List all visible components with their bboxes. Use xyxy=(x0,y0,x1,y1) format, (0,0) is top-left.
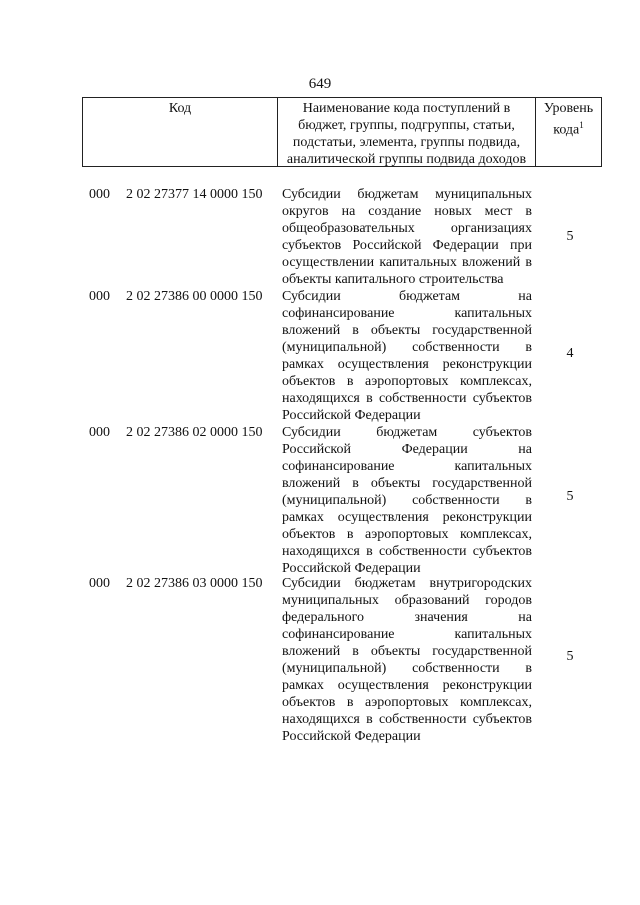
header-code-label: Код xyxy=(168,101,192,116)
row-prefix: 000 xyxy=(89,187,110,202)
row-name: Субсидии бюджетам муниципальных округов на создание новых мест в общеобразовательных организациях субъектов Российской Федерации при осуществлении капитальных вложений в объекты капитального строительства xyxy=(282,187,532,287)
row-level: 5 xyxy=(566,489,574,504)
row-level: 5 xyxy=(566,229,574,244)
header-name-label: Наименование кода поступлений в бюджет, группы, подгруппы, статьи, подстатьи, элемента, группы подвида, аналитической группы подвида доходов xyxy=(286,101,527,167)
page-number: 649 xyxy=(308,76,332,92)
row-level: 5 xyxy=(566,649,574,664)
row-code: 2 02 27386 02 0000 150 xyxy=(126,425,263,440)
header-level-cell xyxy=(536,98,602,166)
table-header xyxy=(82,97,602,167)
row-prefix: 000 xyxy=(89,289,110,304)
header-code-cell xyxy=(82,98,277,166)
row-code: 2 02 27377 14 0000 150 xyxy=(126,187,263,202)
row-code: 2 02 27386 00 0000 150 xyxy=(126,289,263,304)
row-prefix: 000 xyxy=(89,576,110,591)
row-level: 4 xyxy=(566,346,574,361)
row-name: Субсидии бюджетам субъектов Российской Федерации на софинансирование капитальных вложений в объекты государственной (муниципальной) собственности в рамках осуществления реконструкции объектов в аэропортовых комплексах, находящихся в собственности субъектов Российской Федерации xyxy=(282,425,532,576)
row-name: Субсидии бюджетам на софинансирование капитальных вложений в объекты государственной (муниципальной) собственности в рамках осуществления реконструкции объектов в аэропортовых комплексах, находящихся в собственности субъектов Российской Федерации xyxy=(282,289,532,423)
row-prefix: 000 xyxy=(89,425,110,440)
header-level-label: Уровень кода xyxy=(543,101,594,138)
header-level-footnote: 1 xyxy=(579,120,584,130)
header-name-cell xyxy=(277,98,536,166)
row-name: Субсидии бюджетам внутригородских муниципальных образований городов федерального значения на софинансирование капитальных вложений в объекты государственной (муниципальной) собственности в рамках осуществления реконструкции объектов в аэропортовых комплексах, находящихся в собственности субъектов Российской Федерации xyxy=(282,576,532,744)
row-code: 2 02 27386 03 0000 150 xyxy=(126,576,263,591)
